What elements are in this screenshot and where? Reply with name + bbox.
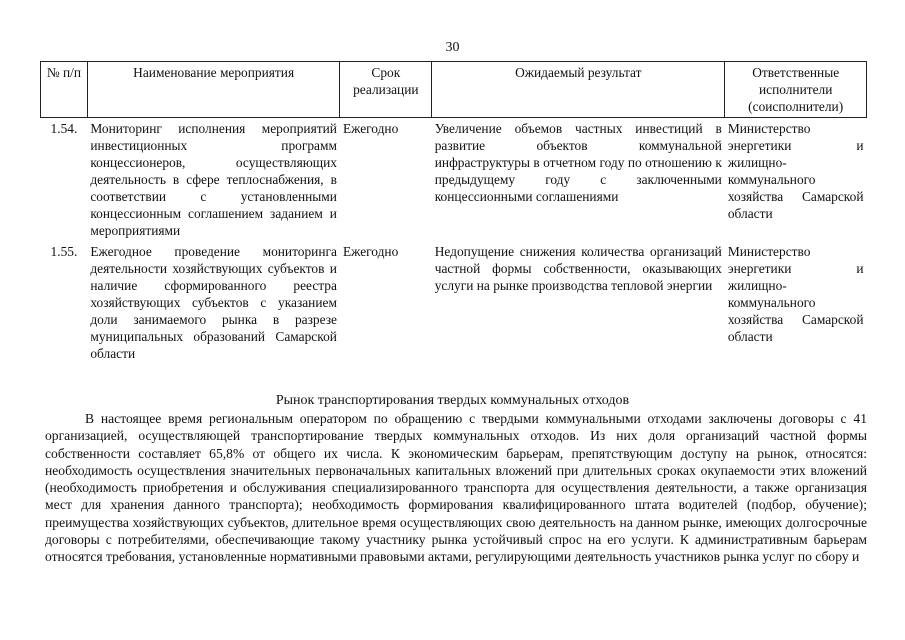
row-number: 1.54. <box>50 121 78 136</box>
responsible: Министерство энергетики и жилищно-коммунального хозяйства Самарской области <box>727 244 864 344</box>
row-number: 1.55. <box>50 244 78 259</box>
body-paragraph: В настоящее время региональным оператором по обращению с твердыми коммунальными отходами заключены договоры с 41 организацией, осуществляющей транспортирование твердых коммунальных отходов. Из них доля организаций частной формы собственности составляет 65,8% от общего их числа. К экономическим барьерам, препятствующим доступу на рынок, относятся: необходимость осуществления значительных первоначальных капитальных вложений при длительных сроках окупаемости этих вложений (необходимость приобретения и обслуживания специализированного транспорта для осуществления деятельности, а также организация мест для хранения данного транспорта); необходимость формирования квалифицированного штата водителей (подбор, обучение); преимущества хозяйствующих субъектов, длительное время осуществляющих свою деятельность на данном рынке, имеющих долгосрочные договоры с потребителями, обеспечивающие такому участнику рынка устойчивый спрос на его услуги. К административным барьерам относятся требования, установленные нормативными правовыми актами, регулирующими деятельность участников рынка услуг по сбору и <box>45 411 867 565</box>
header-measure-name: Наименование мероприятия <box>87 62 340 118</box>
expected-result: Увеличение объемов частных инвестиций в развитие объектов коммунальной инфраструктуры в отчетном году по отношению к предыдущему году с заключенными концессионными соглашениями <box>434 121 722 204</box>
table-row <box>41 118 867 242</box>
header-number: № п/п <box>41 62 88 118</box>
responsible: Министерство энергетики и жилищно-коммунального хозяйства Самарской области <box>727 121 864 221</box>
expected-result: Недопущение снижения количества организаций частной формы собственности, оказывающих услуги на рынке производства тепловой энергии <box>434 244 722 293</box>
page-number: 30 <box>445 40 460 55</box>
measure-name: Ежегодное проведение мониторинга деятельности хозяйствующих субъектов и наличие сформированного реестра хозяйствующих субъектов с указанием доли занимаемого рынка в разрезе муниципальных образований Самарской области <box>90 244 337 361</box>
measure-name: Мониторинг исполнения мероприятий инвестиционных программ концессионеров, осуществляющих деятельность в сфере теплоснабжения, в соответствии с установленными концессионным соглашением заданием и мероприятиями <box>90 121 337 238</box>
table-header-row <box>41 62 867 118</box>
section-title: Рынок транспортирования твердых коммунальных отходов <box>275 393 630 408</box>
measures-table <box>40 61 867 364</box>
header-term: Срок реализации <box>340 62 432 118</box>
table-row <box>41 241 867 364</box>
header-responsible: Ответственные исполнители (соисполнители) <box>725 62 867 118</box>
term: Ежегодно <box>342 244 399 259</box>
header-expected-result: Ожидаемый результат <box>432 62 725 118</box>
term: Ежегодно <box>342 121 399 136</box>
